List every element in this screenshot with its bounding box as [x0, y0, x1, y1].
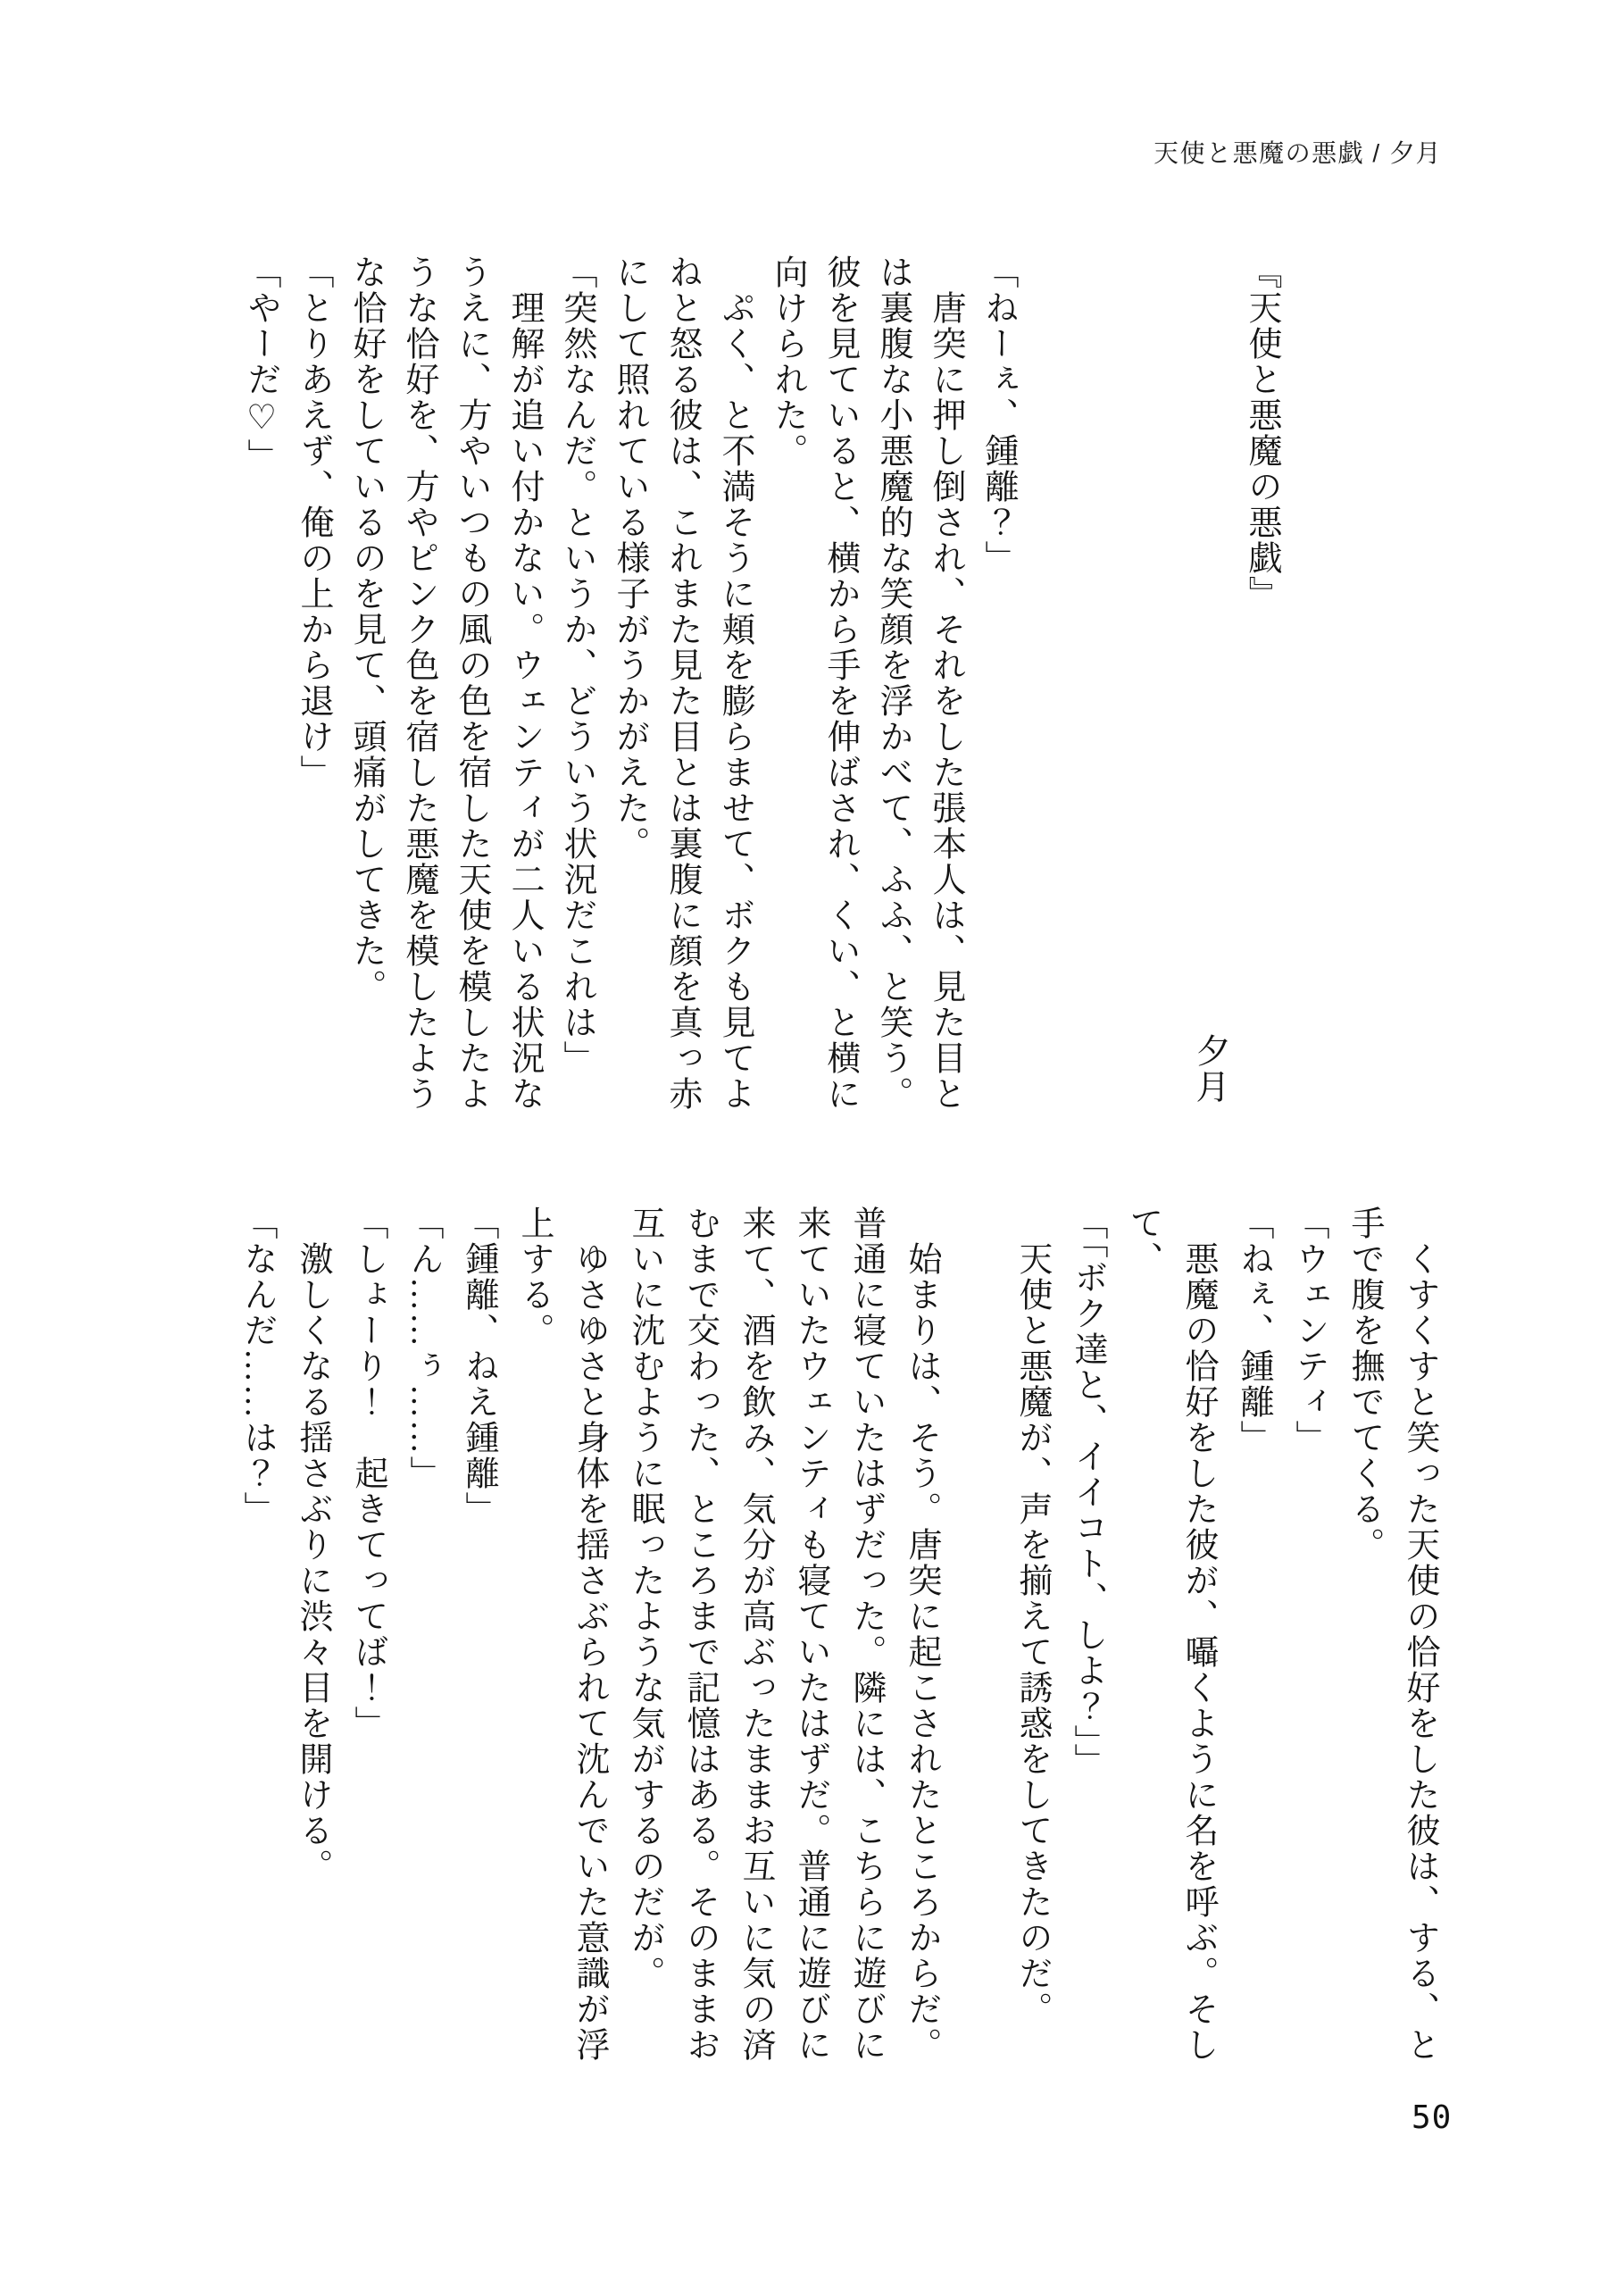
page-number: 50	[1412, 2099, 1453, 2136]
text-column: ぷく、と不満そうに頬を膨らませて、ボクも見てよ	[716, 255, 754, 1112]
text-column: 「「ボク達と、イイコト、しよ？」」	[1069, 1206, 1106, 1779]
text-column: 彼を見ていると、横から手を伸ばされ、くい、と横に	[821, 255, 859, 1112]
text-column: 「なんだ……は？」	[238, 1206, 276, 1527]
text-column: 「やーだ♡」	[242, 255, 279, 474]
running-header: 天使と悪魔の悪戯 / 夕月	[1153, 139, 1442, 167]
column-gap	[1077, 255, 1129, 1134]
text-column: 唐突に押し倒され、それをした張本人は、見た目と	[927, 255, 964, 1112]
text-column: 「ねぇ、鍾離」	[1235, 1206, 1272, 1456]
text-column: 来ていたウェンティも寝ていたはずだ。普通に遊びに	[792, 1206, 829, 2063]
text-column: くすくすと笑った天使の恰好をした彼は、する、と	[1401, 1206, 1438, 2063]
text-column: 始まりは、そう。唐突に起こされたところからだ。	[903, 1206, 940, 2063]
text-column: 理解が追い付かない。ウェンティが二人いる状況な	[505, 255, 543, 1112]
text-column: 普通に寝ていたはずだった。隣には、こちらに遊びに	[847, 1206, 885, 2063]
text-column: 「ウェンティ」	[1290, 1206, 1328, 1456]
text-column: 「突然なんだ。というか、どういう状況だこれは」	[558, 255, 595, 1076]
story-author: 夕月	[1190, 1033, 1228, 1105]
text-column: 天使と悪魔が、声を揃えて誘惑をしてきたのだ。	[1013, 1206, 1051, 2027]
text-column: 「しょーり！ 起きてってば！」	[349, 1206, 387, 1741]
column-gap	[1024, 255, 1077, 1134]
text-column: て、	[1124, 1206, 1162, 1277]
text-column: むまで交わった、ところまで記憶はある。そのままお	[681, 1206, 719, 2063]
text-column: 向けられた。	[769, 255, 806, 469]
text-column: ねと怒る彼は、これまた見た目とは裏腹に顔を真っ赤	[663, 255, 701, 1112]
text-column: 「ん……ぅ……」	[404, 1206, 442, 1491]
column-gap	[1129, 255, 1182, 1134]
text-column: 互いに沈むように眠ったような気がするのだが。	[626, 1206, 663, 1991]
text-column: 「鍾離、ねえ鍾離」	[460, 1206, 497, 1527]
text-column: な恰好をしているのを見て、頭痛がしてきた。	[347, 255, 385, 1005]
upper-text-block	[234, 255, 1287, 1134]
column-separator	[949, 1206, 1004, 2085]
text-column: にして照れている様子がうかがえた。	[611, 255, 648, 862]
text-column: 上する。	[515, 1206, 553, 1348]
text-column: 激しくなる揺さぶりに渋々目を開ける。	[294, 1206, 331, 1884]
story-title: 『天使と悪魔の悪戯』	[1243, 255, 1280, 612]
text-column: は裏腹な小悪魔的な笑顔を浮かべて、ふふ、と笑う。	[874, 255, 912, 1112]
text-column: うえに、方やいつもの風の色を宿した天使を模したよ	[453, 255, 490, 1112]
text-column: ゆさゆさと身体を揺さぶられて沈んでいた意識が浮	[570, 1206, 608, 2063]
text-column: 手で腹を撫でてくる。	[1345, 1206, 1383, 1563]
text-column: 悪魔の恰好をした彼が、囁くように名を呼ぶ。そし	[1179, 1206, 1217, 2063]
text-column: 「ねーぇ、鍾離？」	[979, 255, 1017, 576]
text-column: 来て、酒を飲み、気分が高ぶったままお互いに気の済	[737, 1206, 774, 2063]
text-column: うな恰好を、方やピンク色を宿した悪魔を模したよう	[400, 255, 437, 1112]
lower-text-block	[229, 1206, 1447, 2085]
text-column: 「とりあえず、俺の上から退け」	[295, 255, 332, 790]
